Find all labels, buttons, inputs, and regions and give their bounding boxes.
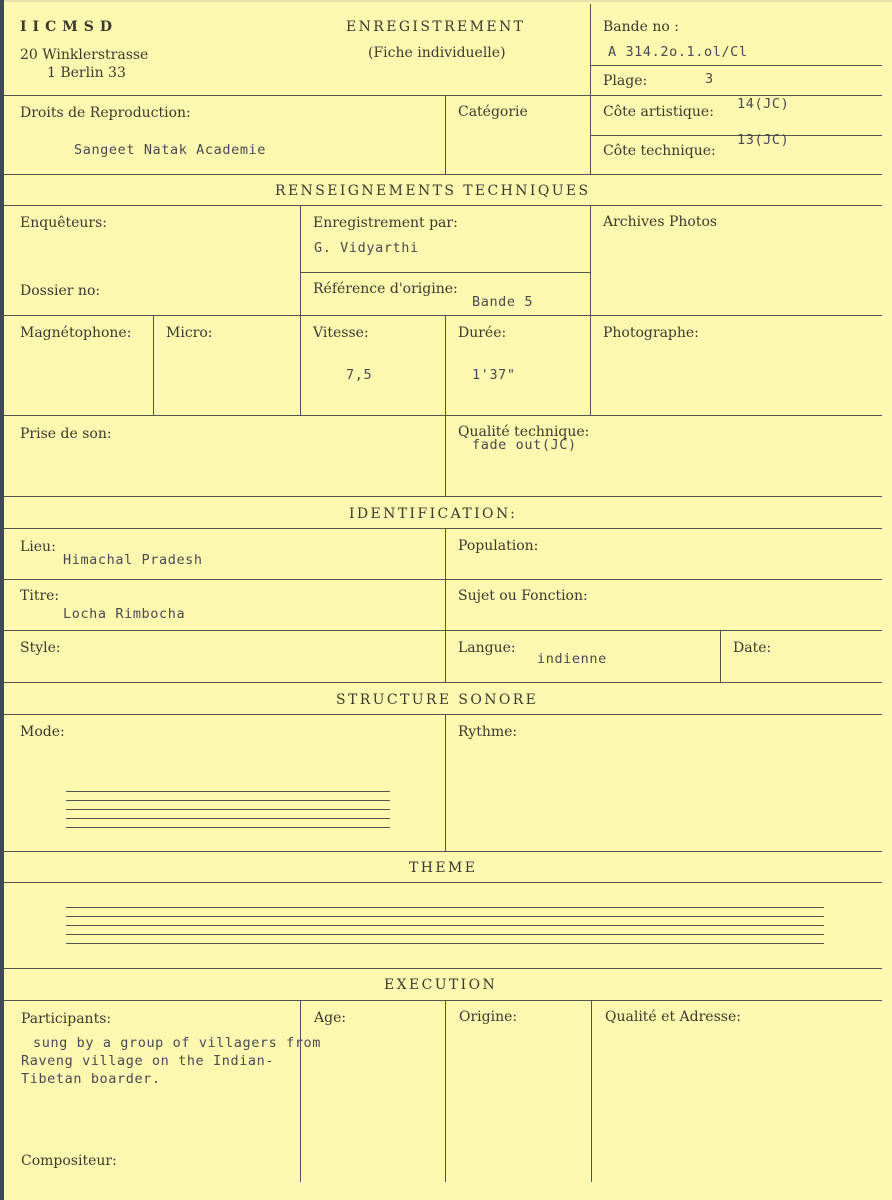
participants-label: Participants: <box>21 1011 112 1027</box>
address-line-1: 20 Winklerstrasse <box>20 47 149 63</box>
plage-value: 3 <box>705 71 714 87</box>
identification-title-rule <box>4 528 882 529</box>
participants-text-line: Tibetan boarder. <box>21 1071 161 1087</box>
identification-section-title: IDENTIFICATION: <box>349 506 518 522</box>
staff-line <box>66 809 390 810</box>
prise-top-rule <box>4 415 882 416</box>
cote-technique-value: 13(JC) <box>737 132 790 148</box>
bande-plage-divider <box>590 65 882 66</box>
form-subtitle: (Fiche individuelle) <box>368 45 506 61</box>
identification-bottom-rule <box>4 682 882 683</box>
theme-staff-line <box>66 916 824 917</box>
prise-label: Prise de son: <box>20 426 112 442</box>
date-label: Date: <box>733 640 772 656</box>
rythme-label: Rythme: <box>458 724 518 740</box>
qualite-technique-label: Qualité technique: <box>458 424 590 440</box>
plage-label: Plage: <box>603 73 648 89</box>
identification-divider <box>445 528 446 682</box>
execution-title-rule <box>4 1000 882 1001</box>
cote-artistique-value: 14(JC) <box>737 96 790 112</box>
enregistrement-label: Enregistrement par: <box>313 215 458 231</box>
participants-text-line: Raveng village on the Indian- <box>21 1053 275 1069</box>
titre-top-rule <box>4 579 882 580</box>
technical-divider-a <box>300 205 301 315</box>
technical-title-rule <box>4 205 882 206</box>
org-logo: IICMSD <box>20 19 118 35</box>
style-top-rule <box>4 630 882 631</box>
micro-label: Micro: <box>166 325 213 341</box>
structure-bottom-rule <box>4 851 882 852</box>
titre-value: Locha Rimbocha <box>63 606 186 622</box>
execution-divider-3 <box>591 1000 592 1182</box>
categorie-label: Catégorie <box>458 104 528 120</box>
cote-divider <box>590 135 882 136</box>
execution-divider-2 <box>445 1000 446 1182</box>
theme-bottom-rule <box>4 968 882 969</box>
staff-line <box>66 791 390 792</box>
staff-line <box>66 827 390 828</box>
execution-section-title: EXECUTION <box>384 977 498 993</box>
reference-value: Bande 5 <box>472 294 534 310</box>
titre-label: Titre: <box>20 588 60 604</box>
structure-section-title: STRUCTURE SONORE <box>336 692 539 708</box>
enregistrement-value: G. Vidyarthi <box>314 240 419 256</box>
bande-label: Bande no : <box>603 19 679 35</box>
qualite-technique-value: fade out(JC) <box>472 437 577 453</box>
execution-divider-1 <box>300 1000 301 1182</box>
staff-line <box>66 818 390 819</box>
staff-line <box>66 800 390 801</box>
theme-title-rule <box>4 882 882 883</box>
droits-value: Sangeet Natak Academie <box>74 142 267 158</box>
cote-technique-label: Côte technique: <box>603 143 716 159</box>
mode-label: Mode: <box>20 724 65 740</box>
reference-label: Référence d'origine: <box>313 281 458 297</box>
structure-title-rule <box>4 714 882 715</box>
lieu-label: Lieu: <box>20 539 56 555</box>
qualite-adresse-label: Qualité et Adresse: <box>605 1009 741 1025</box>
style-label: Style: <box>20 640 61 656</box>
archives-label: Archives Photos <box>603 214 718 230</box>
address-line-2: 1 Berlin 33 <box>47 65 126 81</box>
rights-divider-1 <box>445 95 446 174</box>
participants-text-line: sung by a group of villagers from <box>33 1035 322 1051</box>
magnetophone-label: Magnétophone: <box>20 325 132 341</box>
cote-artistique-label: Côte artistique: <box>603 104 714 120</box>
vitesse-value: 7,5 <box>346 367 373 383</box>
compositeur-label: Compositeur: <box>21 1153 117 1169</box>
structure-divider <box>445 714 446 851</box>
population-label: Population: <box>458 538 539 554</box>
equipment-top-rule <box>4 315 882 316</box>
langue-value: indienne <box>537 651 607 667</box>
lieu-value: Himachal Pradesh <box>63 552 203 568</box>
enqueteurs-label: Enquêteurs: <box>20 215 108 231</box>
droits-label: Droits de Reproduction: <box>20 105 191 121</box>
technical-divider-b <box>590 205 591 415</box>
theme-section-title: THEME <box>409 860 478 876</box>
card-left-edge <box>0 0 4 1200</box>
theme-staff-line <box>66 934 824 935</box>
vitesse-label: Vitesse: <box>313 325 369 341</box>
equipment-divider-3 <box>445 315 446 496</box>
date-divider <box>720 630 721 682</box>
header-right-divider <box>590 4 591 174</box>
technical-section-title: RENSEIGNEMENTS TECHNIQUES <box>275 183 591 199</box>
photographe-label: Photographe: <box>603 325 699 341</box>
duree-value: 1'37" <box>472 367 516 383</box>
rights-bottom-rule <box>4 174 882 175</box>
bande-value: A 314.2o.1.ol/Cl <box>608 44 748 60</box>
theme-staff-line <box>66 925 824 926</box>
equipment-divider-2 <box>300 315 301 415</box>
sujet-label: Sujet ou Fonction: <box>458 588 588 604</box>
card-top-edge <box>0 0 892 2</box>
theme-staff-line <box>66 943 824 944</box>
theme-staff-line <box>66 907 824 908</box>
dossier-label: Dossier no: <box>20 283 101 299</box>
reference-top-rule <box>300 272 590 273</box>
technical-bottom-rule <box>4 496 882 497</box>
age-label: Age: <box>314 1010 347 1026</box>
equipment-divider-1 <box>153 315 154 415</box>
duree-label: Durée: <box>458 325 507 341</box>
origine-label: Origine: <box>459 1009 518 1025</box>
langue-label: Langue: <box>458 640 516 656</box>
form-title: ENREGISTREMENT <box>346 19 526 35</box>
